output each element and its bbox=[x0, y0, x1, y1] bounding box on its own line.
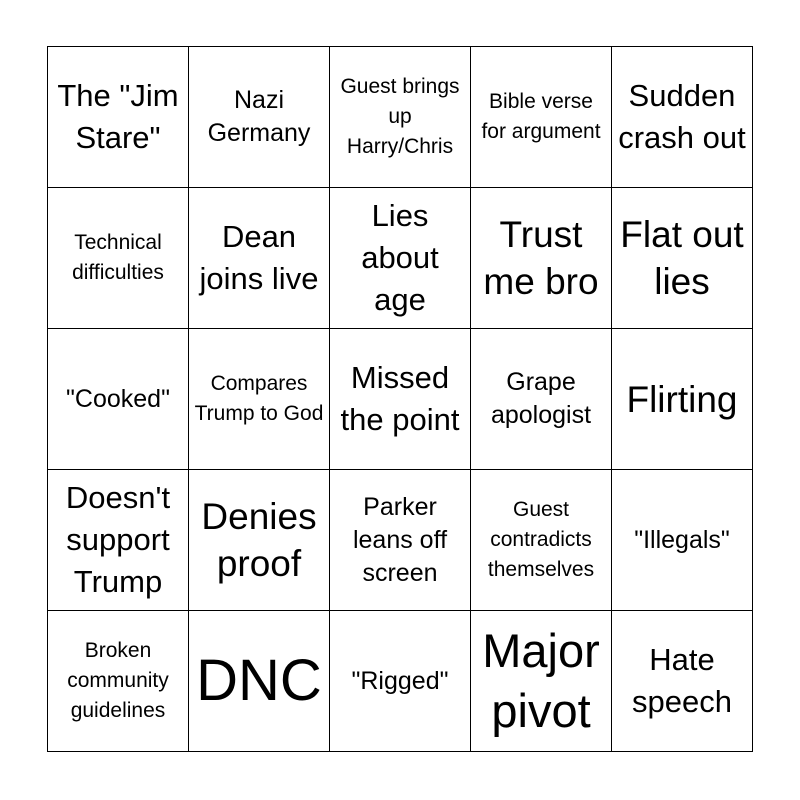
bingo-board bbox=[47, 46, 753, 752]
bingo-cell[interactable] bbox=[471, 470, 612, 611]
cell-label: Trust me bro bbox=[483, 214, 599, 302]
bingo-cell[interactable] bbox=[471, 329, 612, 470]
bingo-cell[interactable] bbox=[330, 470, 471, 611]
cell-label: Compares Trump to God bbox=[194, 372, 324, 425]
bingo-cell[interactable] bbox=[189, 188, 330, 329]
cell-label: "Illegals" bbox=[634, 525, 730, 554]
cell-label: Broken community guidelines bbox=[67, 639, 169, 722]
cell-label: Missed the point bbox=[340, 360, 460, 437]
bingo-cell[interactable] bbox=[612, 470, 753, 611]
cell-label: Guest contradicts themselves bbox=[487, 498, 595, 581]
bingo-cell[interactable] bbox=[48, 47, 189, 188]
cell-label: Bible verse for argument bbox=[481, 90, 601, 143]
bingo-cell[interactable] bbox=[612, 329, 753, 470]
cell-label: Denies proof bbox=[201, 496, 317, 584]
cell-label: Lies about age bbox=[361, 198, 439, 317]
cell-label: DNC bbox=[196, 648, 322, 713]
cell-label: The "Jim Stare" bbox=[57, 78, 179, 155]
bingo-cell[interactable] bbox=[48, 611, 189, 752]
bingo-cell[interactable] bbox=[330, 329, 471, 470]
bingo-cell[interactable] bbox=[330, 47, 471, 188]
cell-label: Flirting bbox=[626, 378, 738, 420]
cell-label: "Rigged" bbox=[351, 666, 449, 695]
bingo-cell[interactable] bbox=[48, 329, 189, 470]
cell-label: Technical difficulties bbox=[72, 231, 164, 284]
bingo-cell[interactable] bbox=[189, 611, 330, 752]
bingo-cell[interactable] bbox=[471, 188, 612, 329]
cell-label: Guest brings up Harry/Chris bbox=[340, 75, 460, 158]
bingo-cell[interactable] bbox=[471, 611, 612, 752]
cell-label: "Cooked" bbox=[66, 384, 170, 413]
bingo-cell[interactable] bbox=[612, 188, 753, 329]
cell-label: Flat out lies bbox=[620, 214, 744, 302]
bingo-cell[interactable] bbox=[471, 47, 612, 188]
cell-label: Doesn't support Trump bbox=[65, 480, 171, 599]
cell-label: Dean joins live bbox=[199, 219, 319, 296]
bingo-cell[interactable] bbox=[189, 329, 330, 470]
cell-label: Nazi Germany bbox=[207, 86, 311, 147]
bingo-cell[interactable] bbox=[612, 611, 753, 752]
bingo-cell[interactable] bbox=[612, 47, 753, 188]
cell-label: Sudden crash out bbox=[618, 78, 746, 155]
bingo-cell[interactable] bbox=[48, 470, 189, 611]
bingo-cell[interactable] bbox=[189, 47, 330, 188]
bingo-cell[interactable] bbox=[48, 188, 189, 329]
cell-label: Parker leans off screen bbox=[352, 492, 448, 587]
cell-label: Major pivot bbox=[482, 624, 600, 737]
bingo-cell[interactable] bbox=[330, 188, 471, 329]
cell-label: Grape apologist bbox=[490, 368, 592, 429]
bingo-cell[interactable] bbox=[189, 470, 330, 611]
bingo-cell[interactable] bbox=[330, 611, 471, 752]
cell-label: Hate speech bbox=[632, 642, 732, 719]
